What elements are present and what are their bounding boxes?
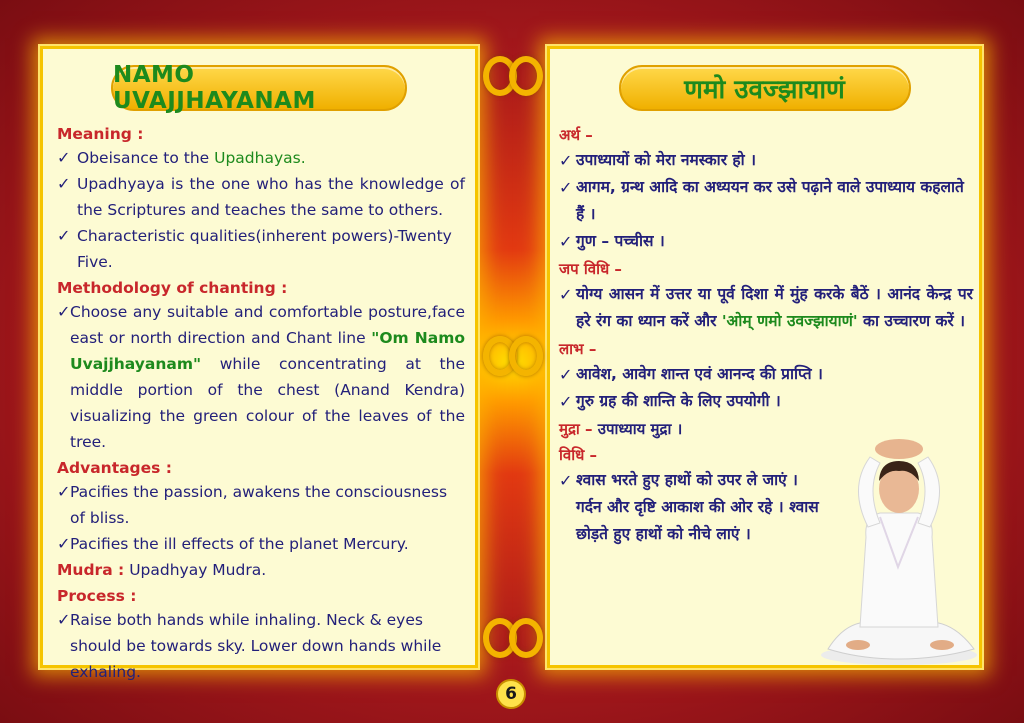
left-title: NAMO UVAJJHAYANAM bbox=[111, 65, 407, 111]
check-icon: ✓ bbox=[57, 174, 71, 193]
process-item-hi bbox=[559, 467, 821, 548]
binding-ring bbox=[481, 50, 545, 100]
check-icon: ✓ bbox=[559, 471, 573, 490]
check-icon: ✓ bbox=[57, 148, 71, 167]
benefit-item-hi bbox=[559, 388, 821, 415]
advantage-item bbox=[57, 479, 465, 531]
process-heading-hi: विधि – bbox=[559, 446, 598, 464]
check-icon: ✓ bbox=[559, 365, 573, 384]
methodology-text-hi: योग्य आसन में उत्तर या पूर्व दिशा में मुंह करके बैठें । आनंद केन्द्र पर हरे रंग का ध्यान करें और bbox=[576, 285, 973, 330]
meaning-text-hi: गुण – पच्चीस । bbox=[576, 232, 665, 250]
mudra-line bbox=[57, 557, 465, 583]
child-mudra-illustration bbox=[818, 427, 980, 667]
page-number: 6 bbox=[496, 679, 526, 709]
meaning-text-hi: आगम, ग्रन्थ आदि का अध्ययन कर उसे पढ़ाने वाले उपाध्याय कहलाते हैं । bbox=[576, 178, 964, 223]
benefit-heading-hi: लाभ – bbox=[559, 340, 597, 358]
meaning-item-hi bbox=[559, 174, 973, 228]
mudra-value: Upadhyay Mudra. bbox=[124, 561, 267, 579]
check-icon: ✓ bbox=[559, 151, 573, 170]
check-icon: ✓ bbox=[559, 178, 573, 197]
process-heading: Process : bbox=[57, 587, 137, 605]
process-item bbox=[57, 607, 465, 685]
meaning-text-hi: उपाध्यायों को मेरा नमस्कार हो । bbox=[576, 151, 756, 169]
binding-ring bbox=[481, 330, 545, 380]
right-page bbox=[547, 46, 982, 668]
check-icon: ✓ bbox=[57, 226, 71, 245]
check-icon: ✓ bbox=[57, 482, 71, 501]
ring-icon bbox=[509, 56, 543, 96]
ring-icon bbox=[509, 618, 543, 658]
benefit-item-hi bbox=[559, 361, 973, 388]
meaning-text: Characteristic qualities(inherent powers)-Twenty Five. bbox=[77, 227, 452, 271]
meaning-heading: Meaning : bbox=[57, 125, 144, 143]
methodology-item bbox=[57, 299, 465, 455]
meaning-item bbox=[57, 223, 465, 275]
check-icon: ✓ bbox=[57, 534, 71, 553]
advantage-text: Pacifies the ill effects of the planet Mercury. bbox=[70, 535, 409, 553]
binding-ring bbox=[481, 612, 545, 662]
benefit-text-hi: गुरु ग्रह की शान्ति के लिए उपयोगी । bbox=[576, 392, 781, 410]
meaning-highlight: Upadhayas. bbox=[214, 149, 306, 167]
check-icon: ✓ bbox=[57, 610, 71, 629]
process-text: Raise both hands while inhaling. Neck & eyes should be towards sky. Lower down hands while exhaling. bbox=[70, 611, 442, 681]
methodology-text-hi-cont: का उच्चारण करें । bbox=[857, 312, 966, 330]
methodology-heading: Methodology of chanting : bbox=[57, 279, 288, 297]
mudra-label-hi: मुद्रा – bbox=[559, 420, 593, 438]
meaning-heading-hi: अर्थ – bbox=[559, 126, 593, 144]
mudra-value-hi: उपाध्याय मुद्रा । bbox=[592, 420, 683, 438]
meaning-item-hi bbox=[559, 147, 973, 174]
left-page bbox=[40, 46, 478, 681]
check-icon: ✓ bbox=[559, 232, 573, 251]
check-icon: ✓ bbox=[559, 392, 573, 411]
meaning-item bbox=[57, 171, 465, 223]
benefit-text-hi: आवेश, आवेग शान्त एवं आनन्द की प्राप्ति । bbox=[576, 365, 823, 383]
right-title: णमो उवज्झायाणं bbox=[619, 65, 911, 111]
process-text-hi: श्वास भरते हुए हाथों को उपर ले जाएं । गर्दन और दृष्टि आकाश की ओर रहे । श्वास छोड़ते हुए हाथों को नीचे लाएं । bbox=[576, 471, 819, 543]
meaning-text: Obeisance to the bbox=[77, 149, 215, 167]
mudra-label: Mudra : bbox=[57, 561, 125, 579]
chant-text-hi: 'ओम् णमो उवज्झायाणं' bbox=[721, 312, 858, 330]
meaning-item-hi bbox=[559, 228, 973, 255]
advantage-item bbox=[57, 531, 465, 557]
chant-text: "Om Namo Uvajjhayanam" bbox=[70, 329, 465, 373]
methodology-text: Choose any suitable and comfortable posture,face east or north direction and Chant line bbox=[70, 303, 465, 347]
check-icon: ✓ bbox=[57, 302, 71, 321]
methodology-text-cont: while concentrating at the middle portion of the chest (Anand Kendra) visualizing the green colour of the leaves of the tree. bbox=[70, 355, 465, 451]
check-icon: ✓ bbox=[559, 285, 573, 304]
methodology-item-hi bbox=[559, 281, 973, 335]
methodology-heading-hi: जप विधि – bbox=[559, 260, 622, 278]
meaning-item bbox=[57, 145, 465, 171]
advantage-text: Pacifies the passion, awakens the consciousness of bliss. bbox=[70, 483, 448, 527]
advantages-heading: Advantages : bbox=[57, 459, 172, 477]
left-content bbox=[57, 121, 465, 685]
meaning-text: Upadhyaya is the one who has the knowledge of the Scriptures and teaches the same to others. bbox=[77, 175, 465, 219]
ring-icon bbox=[509, 336, 543, 376]
